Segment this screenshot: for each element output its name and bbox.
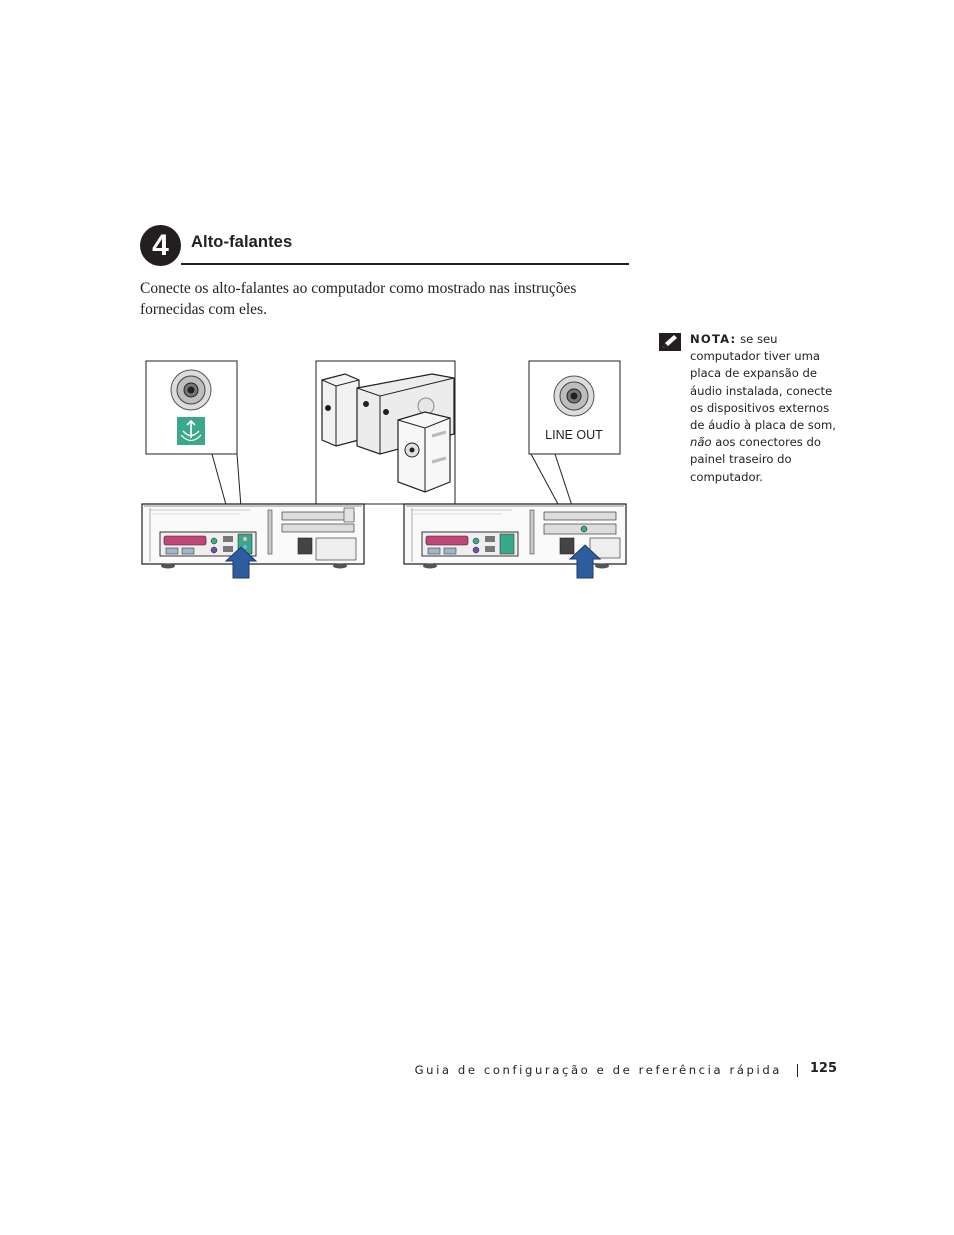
instruction-paragraph: Conecte os alto-falantes ao computador como mostrado nas instruções fornecidas com eles. <box>140 280 577 318</box>
computer-rear-panel-soundcard <box>404 504 626 578</box>
speakers-icon <box>316 361 455 504</box>
note-emphasis: não <box>690 435 712 450</box>
note-body-part-2: aos conectores do painel traseiro do computador. <box>690 435 821 484</box>
audio-out-icon <box>177 417 205 445</box>
step-number-badge: 4 <box>140 225 181 266</box>
audio-jack-icon <box>171 370 211 410</box>
section-title: Alto-falantes <box>191 233 293 251</box>
note-text <box>690 331 838 486</box>
page-footer <box>414 1061 840 1081</box>
heading-rule <box>181 263 629 265</box>
page-number: 125 <box>809 1061 837 1076</box>
note-body-part-1: se seu computador tiver uma placa de expansão de áudio instalada, conecte os dispositivos externos de áudio à placa de som, <box>690 332 836 433</box>
computer-rear-panel-onboard <box>142 504 364 578</box>
footer-separator <box>797 1064 798 1077</box>
step-heading <box>140 224 629 266</box>
speaker-connection-figure <box>140 358 630 580</box>
line-out-jack-icon <box>554 376 594 416</box>
footer-guide-title: Guia de configuração e de referência rápida <box>414 1063 782 1077</box>
pencil-note-icon <box>659 333 681 351</box>
line-out-label: LINE OUT <box>545 428 603 442</box>
note-label: NOTA: <box>690 332 737 346</box>
